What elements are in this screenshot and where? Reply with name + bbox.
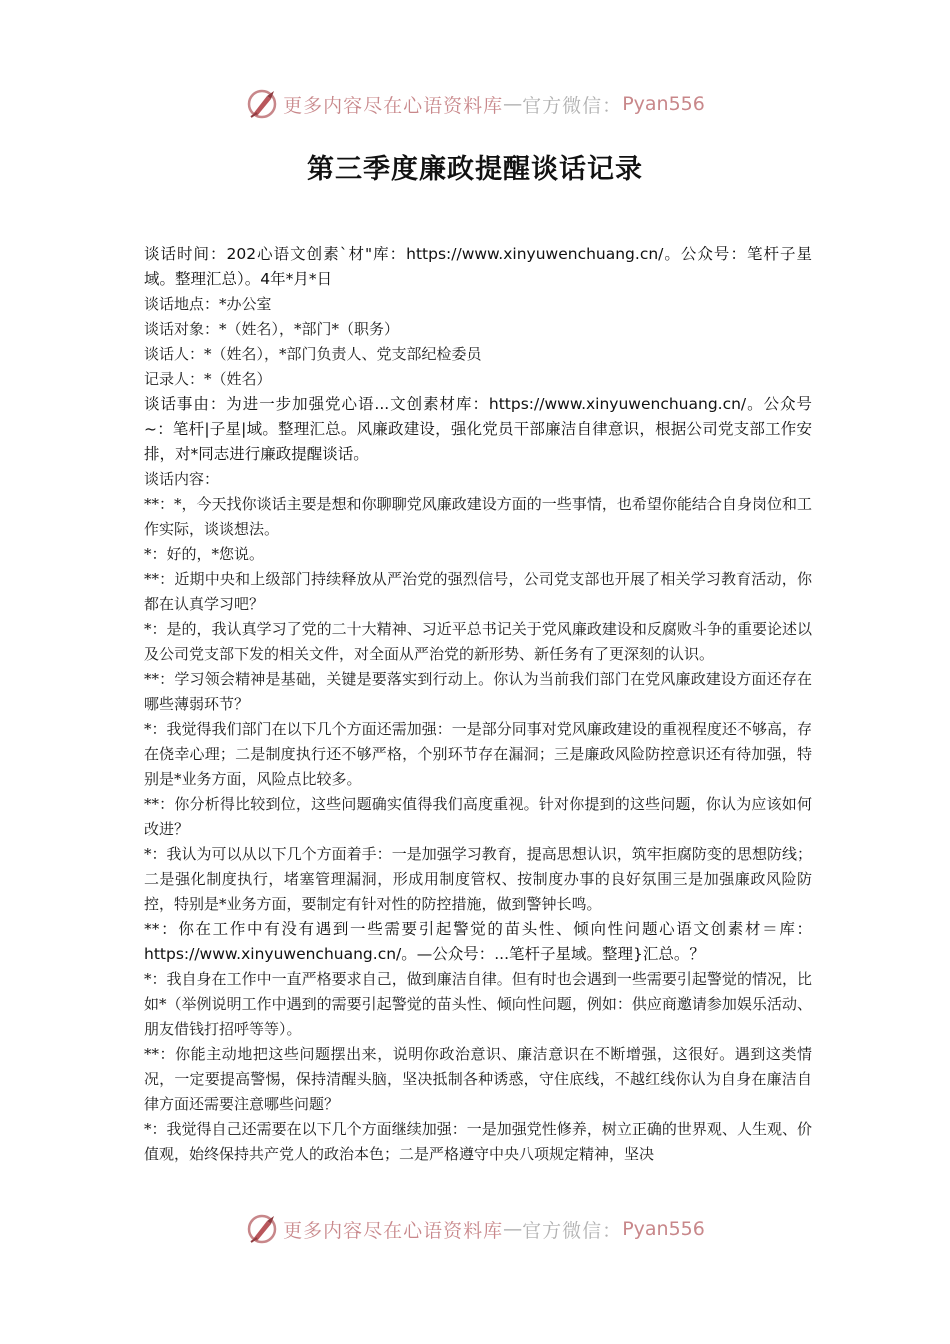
paragraph: 谈话地点：*办公室: [144, 295, 272, 313]
banner-wechat-id: Pyan556: [622, 93, 705, 115]
banner-suffix: 官方微信：: [522, 1219, 623, 1242]
banner-suffix: 官方微信：: [522, 94, 623, 117]
paragraph: 谈话人：*（姓名），*部门负责人、党支部纪检委员: [144, 345, 482, 363]
banner-separator: —: [503, 1218, 523, 1240]
paragraph: *：好的，*您说。: [144, 545, 265, 563]
paragraph: **：学习领会精神是基础，关键是要落实到行动上。你认为当前我们部门在党风廉政建设方面还存在哪些薄弱环节？: [144, 670, 812, 713]
paragraph: *：我自身在工作中一直严格要求自己，做到廉洁自律。但有时也会遇到一些需要引起警觉的情况，比如*（举例说明工作中遇到的需要引起警觉的苗头性、倾向性问题，例如：供应商邀请参加娱乐活动、朋友借钱打招呼等等）。: [144, 970, 812, 1038]
paragraph: *：是的，我认真学习了党的二十大精神、习近平总书记关于党风廉政建设和反腐败斗争的重要论述以及公司党支部下发的相关文件，对全面从严治党的新形势、新任务有了更深刻的认识。: [144, 620, 812, 663]
paragraph: *：我认为可以从以下几个方面着手：一是加强学习教育，提高思想认识，筑牢拒腐防变的思想防线；二是强化制度执行，堵塞管理漏洞，形成用制度管权、按制度办事的良好氛围三是加强廉政风险防控，特别是*业务方面，要制定有针对性的防控措施，做到警钟长鸣。: [144, 845, 812, 913]
paragraph: **：*，今天找你谈话主要是想和你聊聊党风廉政建设方面的一些事情，也希望你能结合自身岗位和工作实际，谈谈想法。: [144, 495, 812, 538]
banner-text: 更多内容尽在心语资料库: [283, 94, 504, 117]
paragraph: 记录人：*（姓名）: [144, 370, 272, 388]
banner-text: 更多内容尽在心语资料库: [283, 1219, 504, 1242]
paragraph: **：你在工作中有没有遇到一些需要引起警觉的苗头性、倾向性问题心语文创素材＝库：https://www.xinyuwenchuang.cn/。—公众号：...笔杆子星域。整理}汇总。？: [144, 920, 812, 963]
paragraph: 谈话对象：*（姓名），*部门*（职务）: [144, 320, 400, 338]
paragraph: **：近期中央和上级部门持续释放从严治党的强烈信号，公司党支部也开展了相关学习教育活动，你都在认真学习吧？: [144, 570, 812, 613]
header-banner: [0, 82, 950, 126]
quill-pen-logo-icon: [245, 87, 279, 121]
paragraph: 谈话时间：202心语文创素`材"库：https://www.xinyuwenchuang.cn/。公众号：笔杆子星域。整理汇总）。4年*月*日: [144, 245, 812, 288]
paragraph: *：我觉得我们部门在以下几个方面还需加强：一是部分同事对党风廉政建设的重视程度还不够高，存在侥幸心理；二是制度执行还不够严格，个别环节存在漏洞；三是廉政风险防控意识还有待加强，特别是*业务方面，风险点比较多。: [144, 720, 812, 788]
paragraph: 谈话内容：: [144, 470, 220, 488]
document-body: [144, 242, 812, 1167]
banner-separator: —: [503, 93, 523, 115]
paragraph: **：你能主动地把这些问题摆出来，说明你政治意识、廉洁意识在不断增强，这很好。遇到这类情况，一定要提高警惕，保持清醒头脑，坚决抵制各种诱惑，守住底线，不越红线你认为自身在廉洁自律方面还需要注意哪些问题？: [144, 1045, 812, 1113]
paragraph: 谈话事由：为进一步加强党心语...文创素材库：https://www.xinyuwenchuang.cn/。公众号~：笔杆|子星|域。整理汇总。风廉政建设，强化党员干部廉洁自律意识，根据公司党支部工作安排，对*同志进行廉政提醒谈话。: [144, 395, 812, 463]
banner-wechat-id: Pyan556: [622, 1218, 705, 1240]
paragraph: **：你分析得比较到位，这些问题确实值得我们高度重视。针对你提到的这些问题，你认为应该如何改进？: [144, 795, 812, 838]
quill-pen-logo-icon: [245, 1212, 279, 1246]
paragraph: *：我觉得自己还需要在以下几个方面继续加强：一是加强党性修养，树立正确的世界观、人生观、价值观，始终保持共产党人的政治本色；二是严格遵守中央八项规定精神，坚决: [144, 1120, 812, 1163]
page-title: 第三季度廉政提醒谈话记录: [307, 154, 643, 185]
footer-banner: [0, 1207, 950, 1251]
